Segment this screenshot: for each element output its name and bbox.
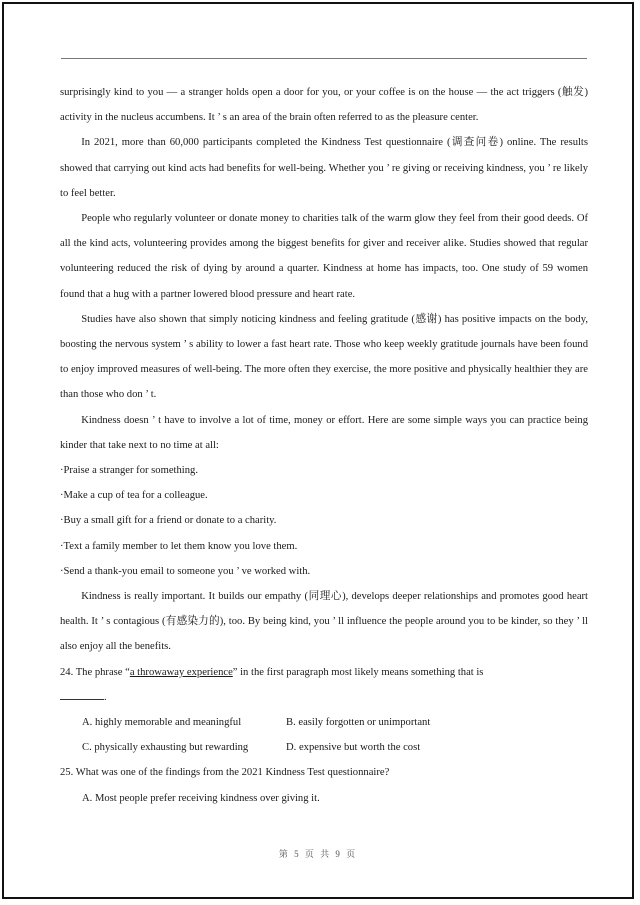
- list-item: ·Send a thank-you email to someone you ’ ve worked with.: [60, 565, 311, 577]
- q24-option-c[interactable]: C. physically exhausting but rewarding: [82, 742, 249, 754]
- paragraph-3: People who regularly volunteer or donate money to charities talk of the warm glow they feel from their good deeds. Of all the kind acts, volunteering provides among the biggest benefits for giver and receiver alike. Studies showed that regular volunteering reduced the risk of dying by around a quarter. Kindness at home has impacts, too. One study of 59 women found that a hug with a partner lowered blood pressure and heart rate.: [60, 213, 588, 300]
- paragraph-4: Studies have also shown that simply noticing kindness and feeling gratitude (感谢) has positive impacts on the body, boosting the nervous system ’ s ability to lower a fast heart rate. Those who keep weekly gratitude journals have been found to enjoy improved measures of well-being. The more often they exercise, the more positive and physically healthier they are than those who don ’ t.: [60, 313, 588, 401]
- q24-option-a[interactable]: A. highly memorable and meaningful: [82, 717, 242, 729]
- q25-options-row-1: [60, 786, 588, 811]
- paragraph-5: Kindness doesn ’ t have to involve a lot of time, money or effort. Here are some simple ways you can practice being kinder that take next to no time at all:: [60, 414, 588, 451]
- page: [2, 2, 634, 899]
- closing-paragraph: Kindness is really important. It builds our empathy (同理心), develops deeper relationships and promotes good heart health. It ’ s contagious (有感染力的), too. By being kind, you ’ ll influence the people around you to be kinder, so they ’ ll also enjoy all the benefits.: [60, 591, 588, 653]
- list-item: ·Praise a stranger for something.: [60, 465, 198, 477]
- header-rule: [61, 58, 587, 59]
- q24-end: .: [104, 691, 107, 703]
- q24-options-row-2: [60, 735, 588, 760]
- q24-suffix: ” in the first paragraph most likely means something that is: [232, 666, 484, 678]
- q25-option-a[interactable]: A. Most people prefer receiving kindness over giving it.: [82, 792, 320, 804]
- paragraph-2: In 2021, more than 60,000 participants completed the Kindness Test questionnaire (调查问卷) online. The results showed that carrying out kind acts had benefits for well-being. Whether you ’ re giving or receiving kindness, you ’ re likely to feel better.: [60, 137, 588, 199]
- page-number-footer: 第 5 页 共 9 页: [278, 849, 358, 859]
- paragraph-1: surprisingly kind to you — a stranger holds open a door for you, or your coffee is on the house — the act triggers (触发) activity in the nucleus accumbens. It ’ s an area of the brain often referred to as the pleasure center.: [60, 87, 588, 124]
- list-item: ·Make a cup of tea for a colleague.: [60, 490, 208, 502]
- q24-blank-line: [60, 685, 588, 710]
- q24-options-row-1: [60, 710, 588, 735]
- answer-blank[interactable]: [60, 689, 104, 700]
- question-25: 25. What was one of the findings from the 2021 Kindness Test questionnaire?: [60, 767, 390, 779]
- q24-prefix: 24. The phrase “: [60, 666, 130, 678]
- question-24: [60, 660, 588, 685]
- q24-phrase: a throwaway experience: [129, 666, 233, 678]
- document-body: [60, 80, 588, 811]
- list-item: ·Text a family member to let them know you love them.: [60, 540, 298, 552]
- q24-option-b[interactable]: B. easily forgotten or unimportant: [286, 717, 431, 729]
- list-item: ·Buy a small gift for a friend or donate to a charity.: [60, 515, 277, 527]
- q24-option-d[interactable]: D. expensive but worth the cost: [286, 742, 421, 754]
